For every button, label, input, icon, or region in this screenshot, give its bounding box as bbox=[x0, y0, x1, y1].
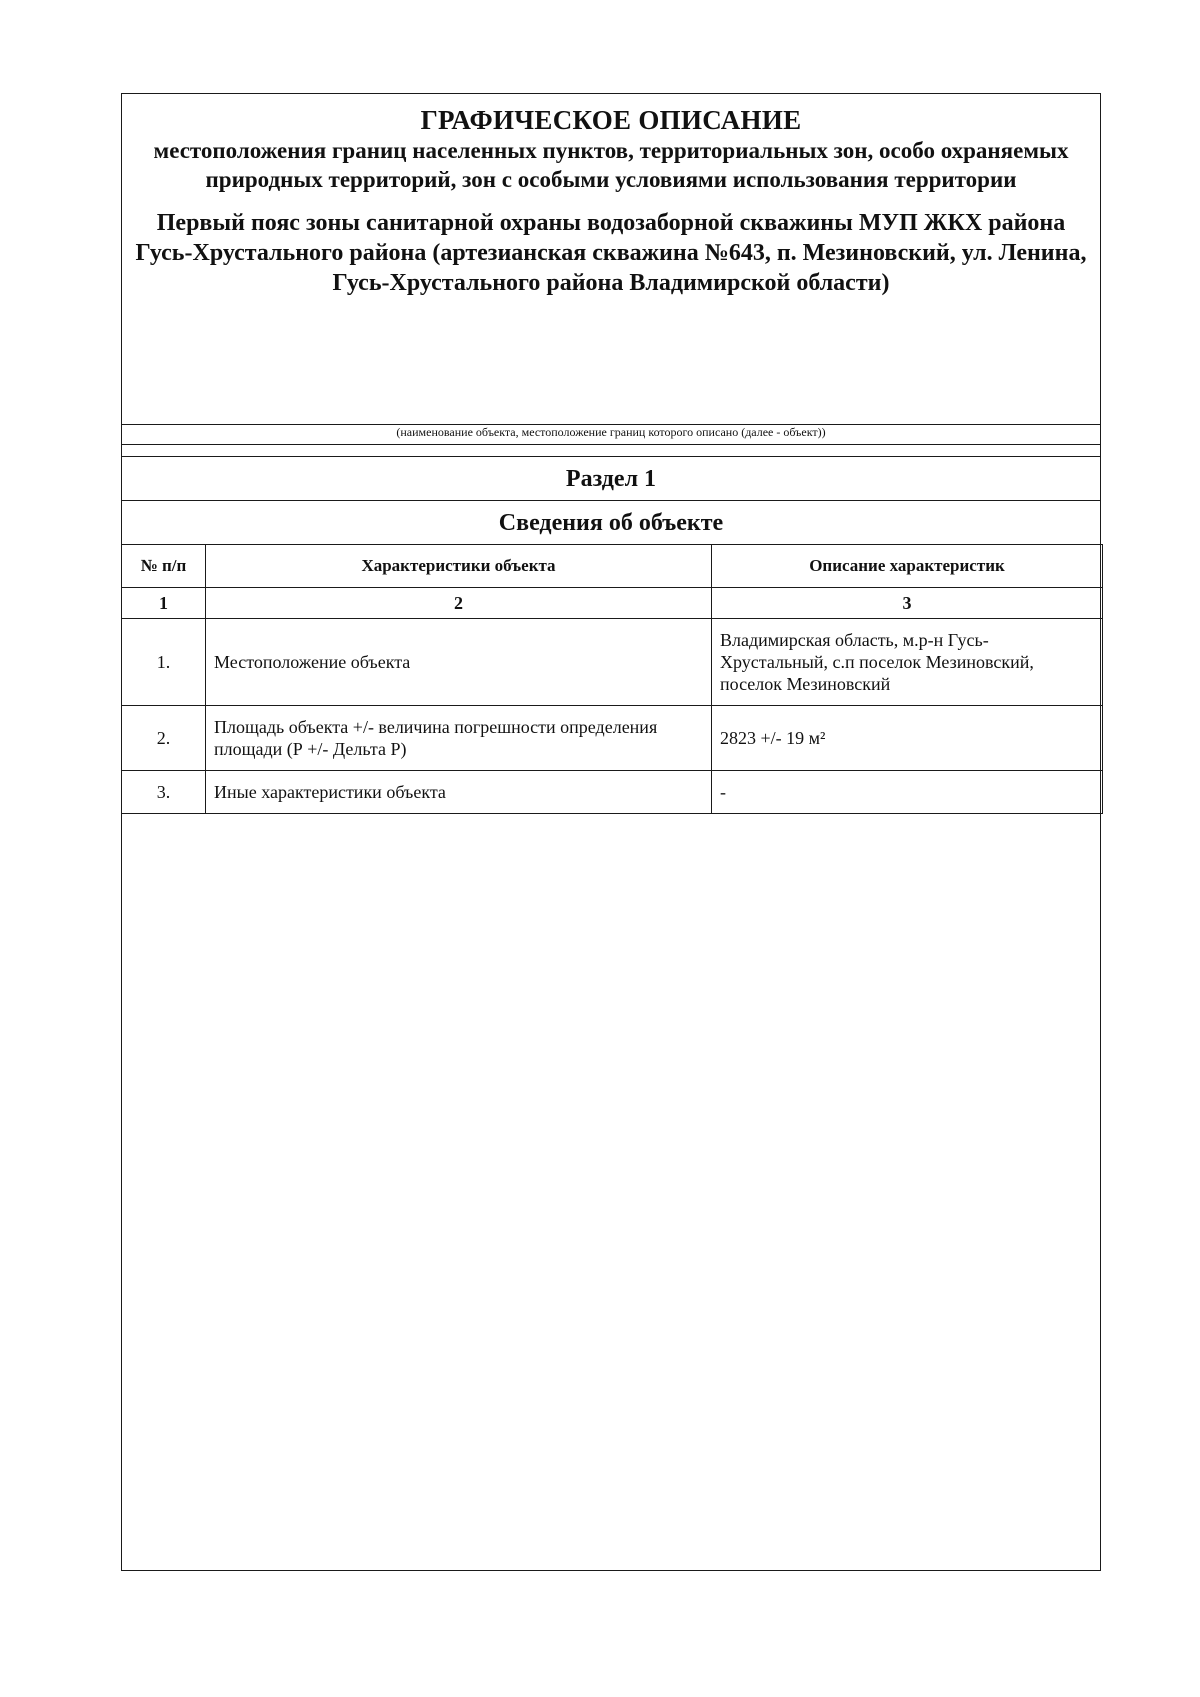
row-description: 2823 +/- 19 м² bbox=[712, 706, 1103, 771]
title-block bbox=[122, 104, 1100, 298]
document-title: ГРАФИЧЕСКОЕ ОПИСАНИЕ bbox=[420, 105, 802, 135]
row-description: Владимирская область, м.р-н Гусь-Хрустальный, с.п поселок Мезиновский, поселок Мезиновский bbox=[712, 619, 1103, 706]
header-description: Описание характеристик bbox=[712, 545, 1103, 588]
section-subtitle: Сведения об объекте bbox=[122, 500, 1100, 544]
row-number: 1. bbox=[122, 619, 206, 706]
header-characteristic: Характеристики объекта bbox=[206, 545, 712, 588]
table-row bbox=[122, 619, 1103, 706]
column-number-2: 2 bbox=[206, 588, 712, 619]
row-characteristic: Иные характеристики объекта bbox=[206, 771, 712, 814]
header-number: № п/п bbox=[122, 545, 206, 588]
document-subtitle: местоположения границ населенных пунктов, территориальных зон, особо охраняемых природных территорий, зон с особыми условиями использования территории bbox=[153, 138, 1069, 192]
row-characteristic: Площадь объекта +/- величина погрешности определения площади (Р +/- Дельта Р) bbox=[206, 706, 712, 771]
table-row bbox=[122, 771, 1103, 814]
table-row bbox=[122, 706, 1103, 771]
row-number: 2. bbox=[122, 706, 206, 771]
row-description: - bbox=[712, 771, 1103, 814]
column-number-row bbox=[122, 588, 1103, 619]
object-info-table bbox=[121, 544, 1103, 814]
object-name: Первый пояс зоны санитарной охраны водозаборной скважины МУП ЖКХ района Гусь-Хрустального района (артезианская скважина №643, п. Мезиновский, ул. Ленина, Гусь-Хрустального района Владимирской области) bbox=[135, 210, 1087, 296]
column-number-3: 3 bbox=[712, 588, 1103, 619]
object-name-caption: (наименование объекта, местоположение границ которого описано (далее - объект)) bbox=[396, 425, 826, 439]
row-characteristic: Местоположение объекта bbox=[206, 619, 712, 706]
table-header-row bbox=[122, 545, 1103, 588]
column-number-1: 1 bbox=[122, 588, 206, 619]
row-number: 3. bbox=[122, 771, 206, 814]
caption-divider bbox=[122, 444, 1100, 445]
section-title: Раздел 1 bbox=[122, 456, 1100, 500]
document-frame bbox=[121, 93, 1101, 1571]
